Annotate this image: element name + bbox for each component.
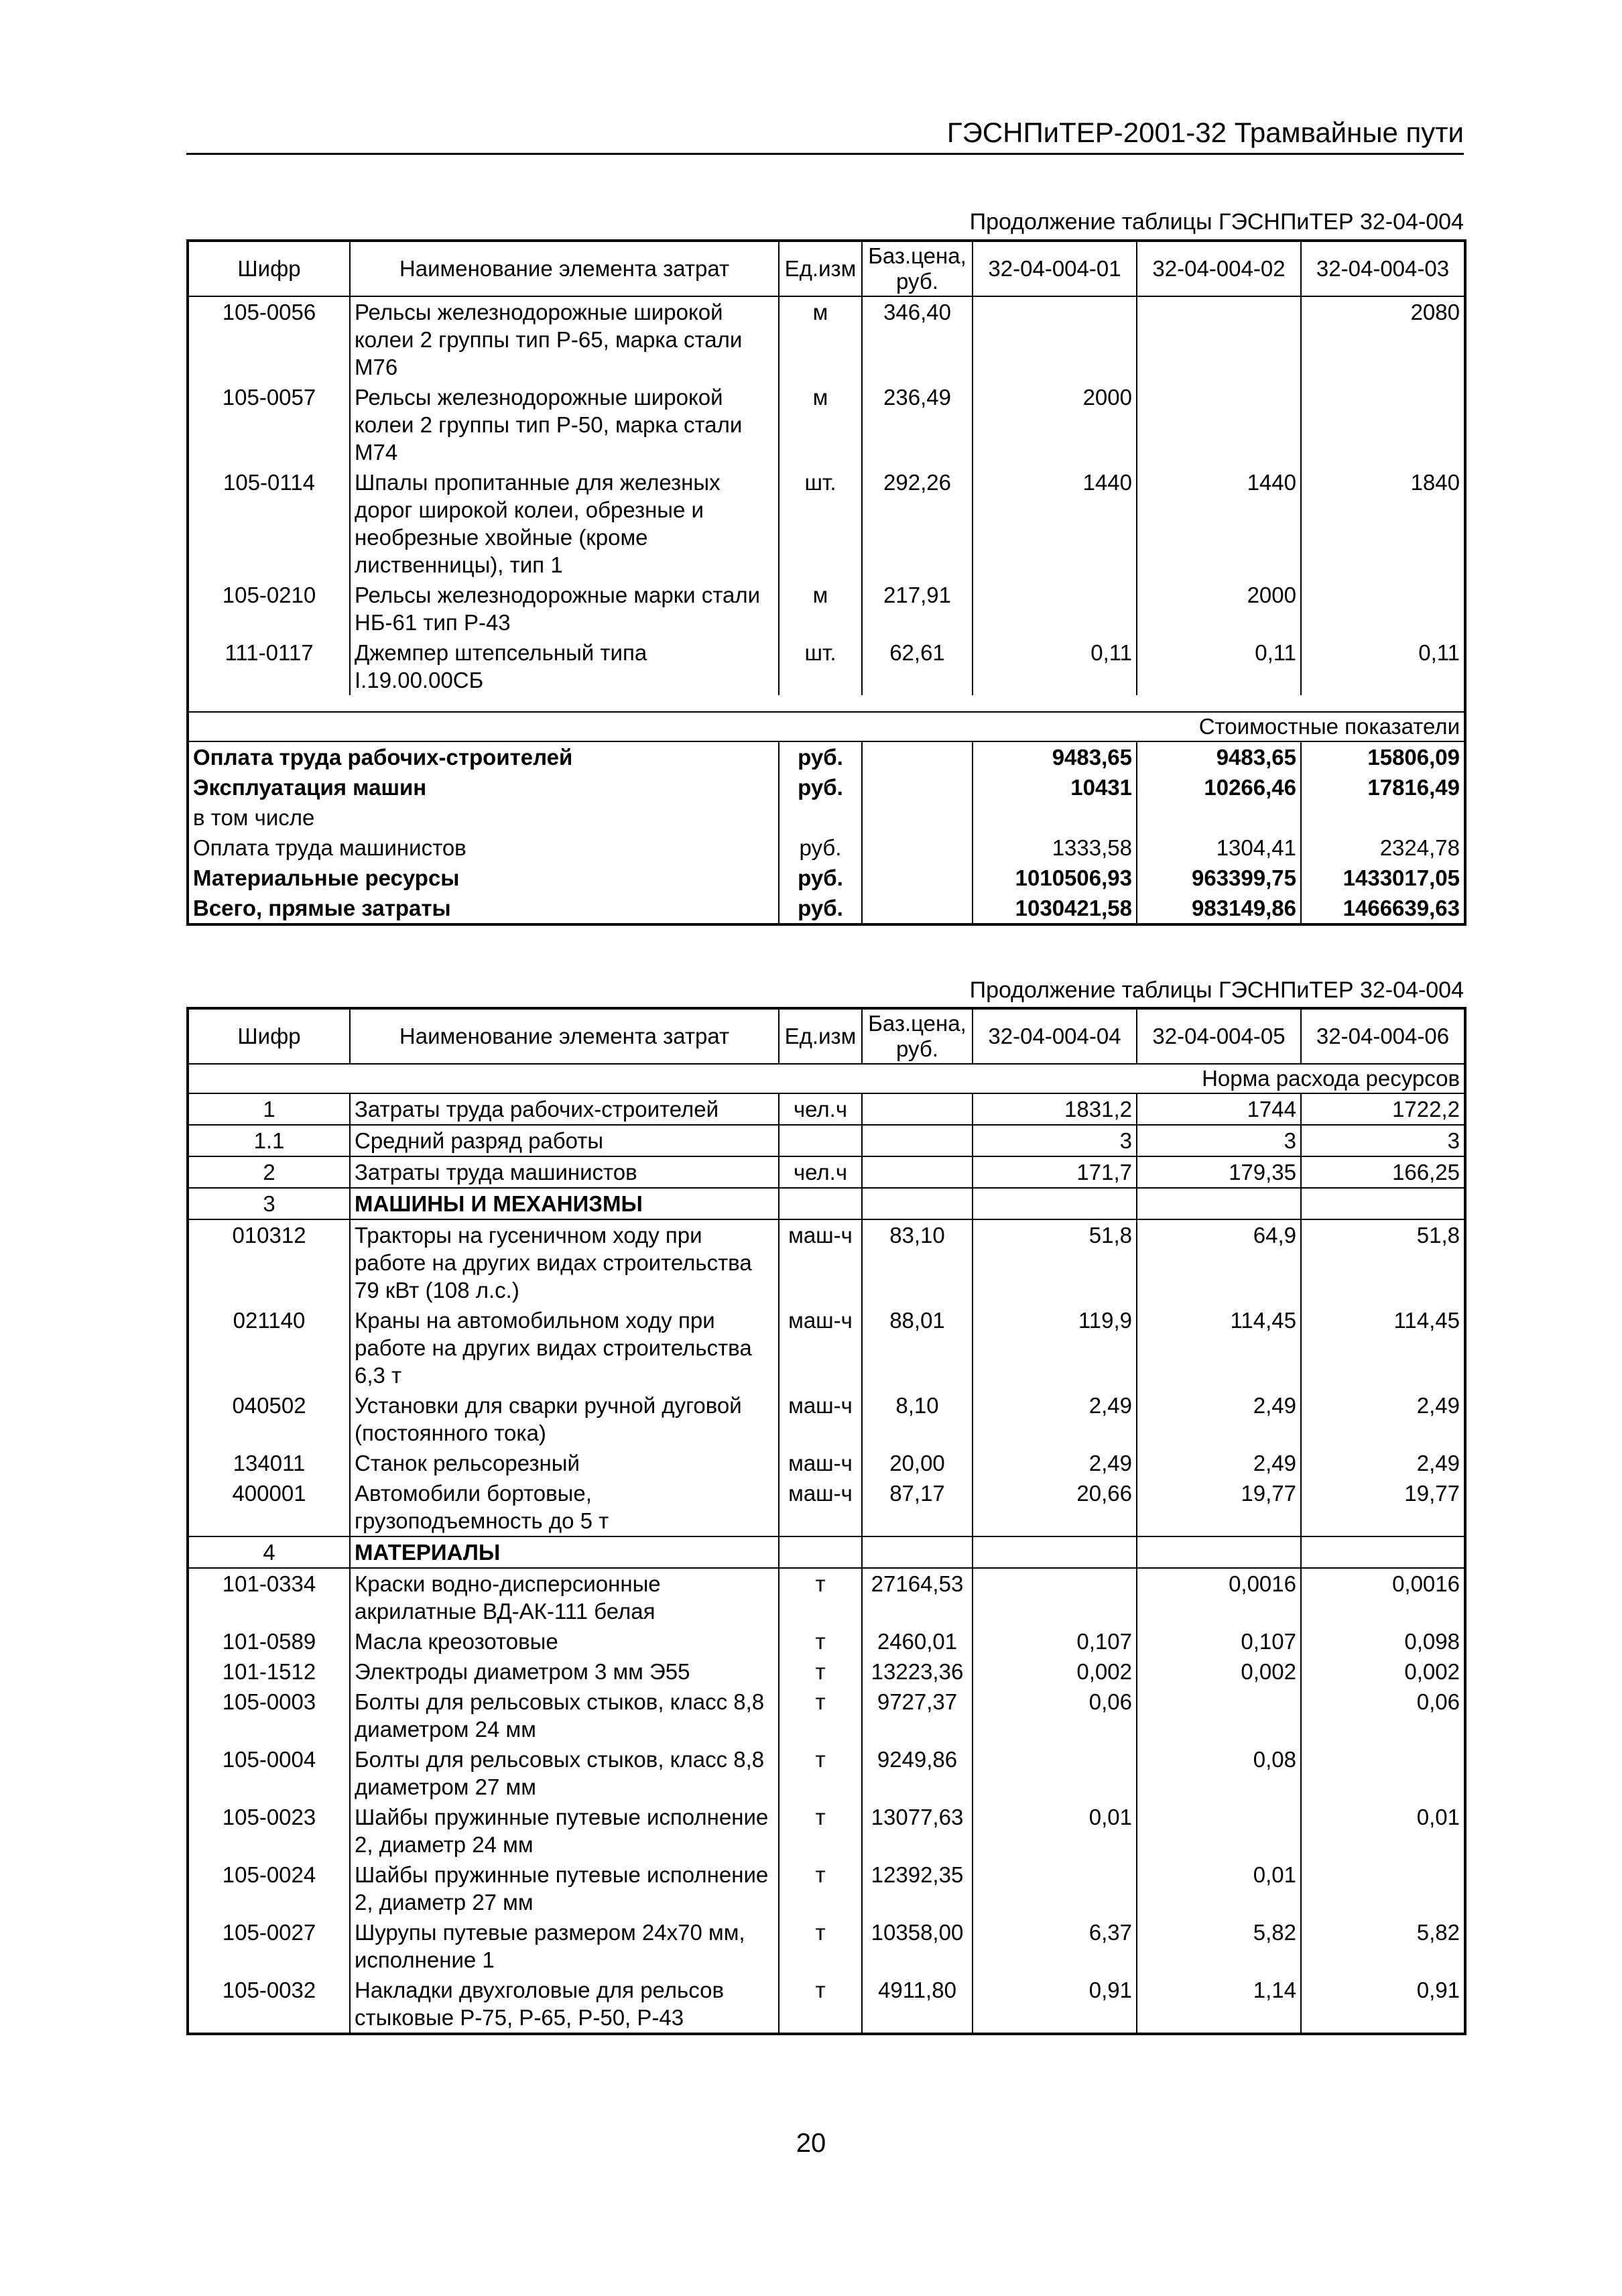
table-row	[188, 382, 1465, 467]
value-cell: 10431	[973, 772, 1137, 802]
resource-code: 105-0004	[188, 1744, 350, 1802]
table-row	[188, 1626, 1465, 1656]
column-header: Баз.цена, руб.	[862, 241, 973, 296]
column-header: Шифр	[188, 1008, 350, 1064]
resource-name: Накладки двухголовые для рельсов стыковые Р-75, Р-65, Р-50, Р-43	[350, 1975, 779, 2034]
value-cell: 5,82	[1301, 1917, 1465, 1975]
resource-name: Шайбы пружинные путевые исполнение 2, диаметр 24 мм	[350, 1802, 779, 1860]
unit: руб.	[779, 863, 862, 893]
resource-name: МАТЕРИАЛЫ	[350, 1536, 779, 1568]
value-cell: 2324,78	[1301, 833, 1465, 863]
resource-code: 010312	[188, 1219, 350, 1305]
empty-cell	[862, 863, 973, 893]
unit: маш-ч	[779, 1448, 862, 1478]
unit: т	[779, 1802, 862, 1860]
table-row	[188, 296, 1465, 382]
column-header: 32-04-004-06	[1301, 1008, 1465, 1064]
spacer-row	[188, 695, 1465, 712]
cost-table	[186, 239, 1467, 926]
unit: т	[779, 1656, 862, 1687]
base-price: 20,00	[862, 1448, 973, 1478]
resource-code: 040502	[188, 1390, 350, 1448]
table-row	[188, 1656, 1465, 1687]
resource-code: 1.1	[188, 1125, 350, 1156]
value-cell: 20,66	[973, 1478, 1137, 1536]
value-cell: 114,45	[1137, 1305, 1301, 1390]
base-price	[862, 1188, 973, 1219]
value-cell	[1301, 802, 1465, 833]
cost-name: Всего, прямые затраты	[188, 893, 779, 924]
cost-row	[188, 833, 1465, 863]
table-row	[188, 1305, 1465, 1390]
base-price: 10358,00	[862, 1917, 973, 1975]
cost-row	[188, 802, 1465, 833]
value-cell: 64,9	[1137, 1219, 1301, 1305]
resource-code: 400001	[188, 1478, 350, 1536]
value-cell: 51,8	[1301, 1219, 1465, 1305]
value-cell: 1304,41	[1137, 833, 1301, 863]
value-cell: 19,77	[1137, 1478, 1301, 1536]
column-header: Наименование элемента затрат	[350, 241, 779, 296]
column-header: 32-04-004-02	[1137, 241, 1301, 296]
column-header: Ед.изм	[779, 1008, 862, 1064]
resource-name: Рельсы железнодорожные широкой колеи 2 группы тип Р-50, марка стали М74	[350, 382, 779, 467]
base-price	[862, 1093, 973, 1125]
value-cell	[1301, 1860, 1465, 1917]
spacer	[188, 695, 1465, 712]
value-cell: 0,098	[1301, 1626, 1465, 1656]
base-price: 13077,63	[862, 1802, 973, 1860]
resource-name: Болты для рельсовых стыков, класс 8,8 диаметром 27 мм	[350, 1744, 779, 1802]
table-row	[188, 1536, 1465, 1568]
unit: руб.	[779, 741, 862, 772]
base-price: 2460,01	[862, 1626, 973, 1656]
empty-cell	[862, 741, 973, 772]
value-cell: 2000	[1137, 580, 1301, 638]
value-cell: 0,01	[973, 1802, 1137, 1860]
value-cell	[973, 1188, 1137, 1219]
resource-name: Болты для рельсовых стыков, класс 8,8 диаметром 24 мм	[350, 1687, 779, 1744]
value-cell: 0,08	[1137, 1744, 1301, 1802]
unit: т	[779, 1860, 862, 1917]
value-cell: 0,91	[973, 1975, 1137, 2034]
resource-code: 021140	[188, 1305, 350, 1390]
resource-name: Станок рельсорезный	[350, 1448, 779, 1478]
resource-name: Средний разряд работы	[350, 1125, 779, 1156]
table-row	[188, 467, 1465, 580]
value-cell: 0,11	[1137, 638, 1301, 695]
resource-name: Джемпер штепсельный типа I.19.00.00СБ	[350, 638, 779, 695]
table2-header-row	[188, 1008, 1465, 1064]
table-row	[188, 1125, 1465, 1156]
value-cell: 1466639,63	[1301, 893, 1465, 924]
resource-code: 105-0024	[188, 1860, 350, 1917]
value-cell: 0,11	[1301, 638, 1465, 695]
resource-code: 4	[188, 1536, 350, 1568]
empty-cell	[862, 772, 973, 802]
value-cell: 1440	[1137, 467, 1301, 580]
base-price: 62,61	[862, 638, 973, 695]
value-cell: 0,01	[1137, 1860, 1301, 1917]
base-price: 9249,86	[862, 1744, 973, 1802]
value-cell	[1137, 1536, 1301, 1568]
cost-row	[188, 741, 1465, 772]
value-cell: 9483,65	[973, 741, 1137, 772]
value-cell	[973, 296, 1137, 382]
resource-code: 101-1512	[188, 1656, 350, 1687]
unit: руб.	[779, 893, 862, 924]
section-label: Норма расхода ресурсов	[188, 1064, 1465, 1093]
unit: руб.	[779, 772, 862, 802]
resource-code: 105-0056	[188, 296, 350, 382]
base-price: 88,01	[862, 1305, 973, 1390]
value-cell	[1137, 1802, 1301, 1860]
value-cell: 0,11	[973, 638, 1137, 695]
value-cell: 2080	[1301, 296, 1465, 382]
column-header: 32-04-004-04	[973, 1008, 1137, 1064]
table-row	[188, 1568, 1465, 1626]
base-price: 292,26	[862, 467, 973, 580]
table1-caption: Продолжение таблицы ГЭСНПиТЕР 32-04-004	[969, 209, 1464, 235]
unit: чел.ч	[779, 1093, 862, 1125]
value-cell: 1831,2	[973, 1093, 1137, 1125]
unit: маш-ч	[779, 1478, 862, 1536]
value-cell: 9483,65	[1137, 741, 1301, 772]
unit: т	[779, 1568, 862, 1626]
value-cell	[1301, 382, 1465, 467]
resource-code: 105-0023	[188, 1802, 350, 1860]
value-cell: 2,49	[973, 1448, 1137, 1478]
unit: руб.	[779, 833, 862, 863]
value-cell: 0,0016	[1301, 1568, 1465, 1626]
value-cell: 3	[973, 1125, 1137, 1156]
table-row	[188, 1448, 1465, 1478]
resource-name: Рельсы железнодорожные широкой колеи 2 группы тип Р-65, марка стали М76	[350, 296, 779, 382]
resource-name: Краны на автомобильном ходу при работе на других видах строительства 6,3 т	[350, 1305, 779, 1390]
resource-code: 3	[188, 1188, 350, 1219]
base-price	[862, 1125, 973, 1156]
page-number: 20	[796, 2128, 826, 2158]
value-cell: 6,37	[973, 1917, 1137, 1975]
value-cell: 0,107	[1137, 1626, 1301, 1656]
cost-row	[188, 893, 1465, 924]
column-header: 32-04-004-01	[973, 241, 1137, 296]
unit: т	[779, 1975, 862, 2034]
value-cell: 166,25	[1301, 1156, 1465, 1188]
value-cell: 1722,2	[1301, 1093, 1465, 1125]
unit: маш-ч	[779, 1219, 862, 1305]
table-row	[188, 1860, 1465, 1917]
value-cell: 2,49	[1137, 1448, 1301, 1478]
resource-name: Масла креозотовые	[350, 1626, 779, 1656]
table-row	[188, 638, 1465, 695]
value-cell	[973, 1860, 1137, 1917]
resource-name: Шурупы путевые размером 24х70 мм, исполнение 1	[350, 1917, 779, 1975]
unit	[779, 802, 862, 833]
base-price: 8,10	[862, 1390, 973, 1448]
resource-code: 101-0589	[188, 1626, 350, 1656]
table-row	[188, 1188, 1465, 1219]
table-row	[188, 1478, 1465, 1536]
base-price: 217,91	[862, 580, 973, 638]
table-row	[188, 1219, 1465, 1305]
base-price: 346,40	[862, 296, 973, 382]
cost-name: Материальные ресурсы	[188, 863, 779, 893]
table1-header-row	[188, 241, 1465, 296]
base-price: 9727,37	[862, 1687, 973, 1744]
value-cell: 179,35	[1137, 1156, 1301, 1188]
section-label: Стоимостные показатели	[188, 712, 1465, 741]
resource-name: Тракторы на гусеничном ходу при работе на других видах строительства 79 кВт (108 л.с.)	[350, 1219, 779, 1305]
value-cell: 5,82	[1137, 1917, 1301, 1975]
value-cell: 2,49	[1301, 1390, 1465, 1448]
value-cell: 2,49	[973, 1390, 1137, 1448]
base-price: 13223,36	[862, 1656, 973, 1687]
resource-name: Рельсы железнодорожные марки стали НБ-61 тип Р-43	[350, 580, 779, 638]
resource-name: Шайбы пружинные путевые исполнение 2, диаметр 27 мм	[350, 1860, 779, 1917]
value-cell: 1433017,05	[1301, 863, 1465, 893]
value-cell	[973, 1744, 1137, 1802]
value-cell: 983149,86	[1137, 893, 1301, 924]
base-price: 83,10	[862, 1219, 973, 1305]
table-row	[188, 1093, 1465, 1125]
table-row	[188, 1802, 1465, 1860]
resource-code: 105-0003	[188, 1687, 350, 1744]
value-cell	[1301, 1536, 1465, 1568]
resource-norms-table	[186, 1007, 1467, 2035]
value-cell: 0,91	[1301, 1975, 1465, 2034]
unit: м	[779, 580, 862, 638]
column-header: Шифр	[188, 241, 350, 296]
unit: маш-ч	[779, 1305, 862, 1390]
unit: м	[779, 382, 862, 467]
base-price	[862, 1156, 973, 1188]
value-cell: 171,7	[973, 1156, 1137, 1188]
value-cell	[1301, 1744, 1465, 1802]
base-price: 12392,35	[862, 1860, 973, 1917]
value-cell	[1137, 296, 1301, 382]
cost-row	[188, 863, 1465, 893]
value-cell	[1301, 1188, 1465, 1219]
value-cell: 114,45	[1301, 1305, 1465, 1390]
table-row	[188, 1744, 1465, 1802]
value-cell: 0,06	[973, 1687, 1137, 1744]
value-cell: 15806,09	[1301, 741, 1465, 772]
table-row	[188, 1390, 1465, 1448]
cost-row	[188, 772, 1465, 802]
value-cell: 1440	[973, 467, 1137, 580]
unit: шт.	[779, 638, 862, 695]
resource-name: Шпалы пропитанные для железных дорог широкой колеи, обрезные и необрезные хвойные (кроме лиственницы), тип 1	[350, 467, 779, 580]
value-cell	[973, 802, 1137, 833]
value-cell: 1840	[1301, 467, 1465, 580]
value-cell	[973, 1568, 1137, 1626]
unit	[779, 1536, 862, 1568]
resource-code: 105-0027	[188, 1917, 350, 1975]
value-cell: 10266,46	[1137, 772, 1301, 802]
base-price: 236,49	[862, 382, 973, 467]
cost-name: Эксплуатация машин	[188, 772, 779, 802]
resource-code: 105-0210	[188, 580, 350, 638]
value-cell	[1301, 580, 1465, 638]
unit: т	[779, 1744, 862, 1802]
unit: т	[779, 1626, 862, 1656]
value-cell: 1030421,58	[973, 893, 1137, 924]
section-band	[188, 1064, 1465, 1093]
value-cell	[1137, 1188, 1301, 1219]
value-cell: 1010506,93	[973, 863, 1137, 893]
cost-name: в том числе	[188, 802, 779, 833]
resource-name: Краски водно-дисперсионные акрилатные ВД-АК-111 белая	[350, 1568, 779, 1626]
resource-code: 101-0334	[188, 1568, 350, 1626]
cost-name: Оплата труда рабочих-строителей	[188, 741, 779, 772]
resource-name: Установки для сварки ручной дуговой (постоянного тока)	[350, 1390, 779, 1448]
cost-name: Оплата труда машинистов	[188, 833, 779, 863]
base-price: 87,17	[862, 1478, 973, 1536]
unit: т	[779, 1687, 862, 1744]
value-cell: 0,0016	[1137, 1568, 1301, 1626]
resource-name: Электроды диаметром 3 мм Э55	[350, 1656, 779, 1687]
value-cell: 0,002	[1301, 1656, 1465, 1687]
resource-code: 111-0117	[188, 638, 350, 695]
value-cell: 119,9	[973, 1305, 1137, 1390]
column-header: 32-04-004-05	[1137, 1008, 1301, 1064]
value-cell: 0,06	[1301, 1687, 1465, 1744]
value-cell	[1137, 382, 1301, 467]
resource-name: Затраты труда машинистов	[350, 1156, 779, 1188]
value-cell: 3	[1137, 1125, 1301, 1156]
value-cell: 3	[1301, 1125, 1465, 1156]
table-row	[188, 1156, 1465, 1188]
column-header: Наименование элемента затрат	[350, 1008, 779, 1064]
resource-name: МАШИНЫ И МЕХАНИЗМЫ	[350, 1188, 779, 1219]
value-cell	[973, 580, 1137, 638]
column-header: Баз.цена, руб.	[862, 1008, 973, 1064]
value-cell	[1137, 802, 1301, 833]
value-cell: 51,8	[973, 1219, 1137, 1305]
table-row	[188, 1917, 1465, 1975]
unit: т	[779, 1917, 862, 1975]
value-cell: 1744	[1137, 1093, 1301, 1125]
empty-cell	[862, 802, 973, 833]
empty-cell	[862, 893, 973, 924]
resource-code: 105-0114	[188, 467, 350, 580]
table2-caption: Продолжение таблицы ГЭСНПиТЕР 32-04-004	[969, 977, 1464, 1003]
unit: чел.ч	[779, 1156, 862, 1188]
base-price: 4911,80	[862, 1975, 973, 2034]
unit: маш-ч	[779, 1390, 862, 1448]
value-cell	[1137, 1687, 1301, 1744]
column-header: 32-04-004-03	[1301, 241, 1465, 296]
value-cell: 0,107	[973, 1626, 1137, 1656]
resource-code: 2	[188, 1156, 350, 1188]
unit	[779, 1188, 862, 1219]
unit: м	[779, 296, 862, 382]
resource-code: 105-0032	[188, 1975, 350, 2034]
table-row	[188, 1687, 1465, 1744]
value-cell: 0,01	[1301, 1802, 1465, 1860]
resource-name: Затраты труда рабочих-строителей	[350, 1093, 779, 1125]
column-header: Ед.изм	[779, 241, 862, 296]
value-cell: 2,49	[1137, 1390, 1301, 1448]
value-cell: 1,14	[1137, 1975, 1301, 2034]
empty-cell	[862, 833, 973, 863]
table-row	[188, 1975, 1465, 2034]
section-band	[188, 712, 1465, 741]
value-cell: 2000	[973, 382, 1137, 467]
resource-name: Автомобили бортовые, грузоподъемность до 5 т	[350, 1478, 779, 1536]
document-title: ГЭСНПиТЕР-2001-32 Трамвайные пути	[946, 117, 1464, 148]
resource-code: 134011	[188, 1448, 350, 1478]
value-cell: 0,002	[1137, 1656, 1301, 1687]
resource-code: 1	[188, 1093, 350, 1125]
unit	[779, 1125, 862, 1156]
value-cell: 0,002	[973, 1656, 1137, 1687]
value-cell: 17816,49	[1301, 772, 1465, 802]
value-cell: 2,49	[1301, 1448, 1465, 1478]
unit: шт.	[779, 467, 862, 580]
table-row	[188, 580, 1465, 638]
value-cell: 1333,58	[973, 833, 1137, 863]
resource-code: 105-0057	[188, 382, 350, 467]
page-header	[186, 119, 1464, 155]
value-cell: 19,77	[1301, 1478, 1465, 1536]
base-price	[862, 1536, 973, 1568]
value-cell: 963399,75	[1137, 863, 1301, 893]
base-price: 27164,53	[862, 1568, 973, 1626]
value-cell	[973, 1536, 1137, 1568]
